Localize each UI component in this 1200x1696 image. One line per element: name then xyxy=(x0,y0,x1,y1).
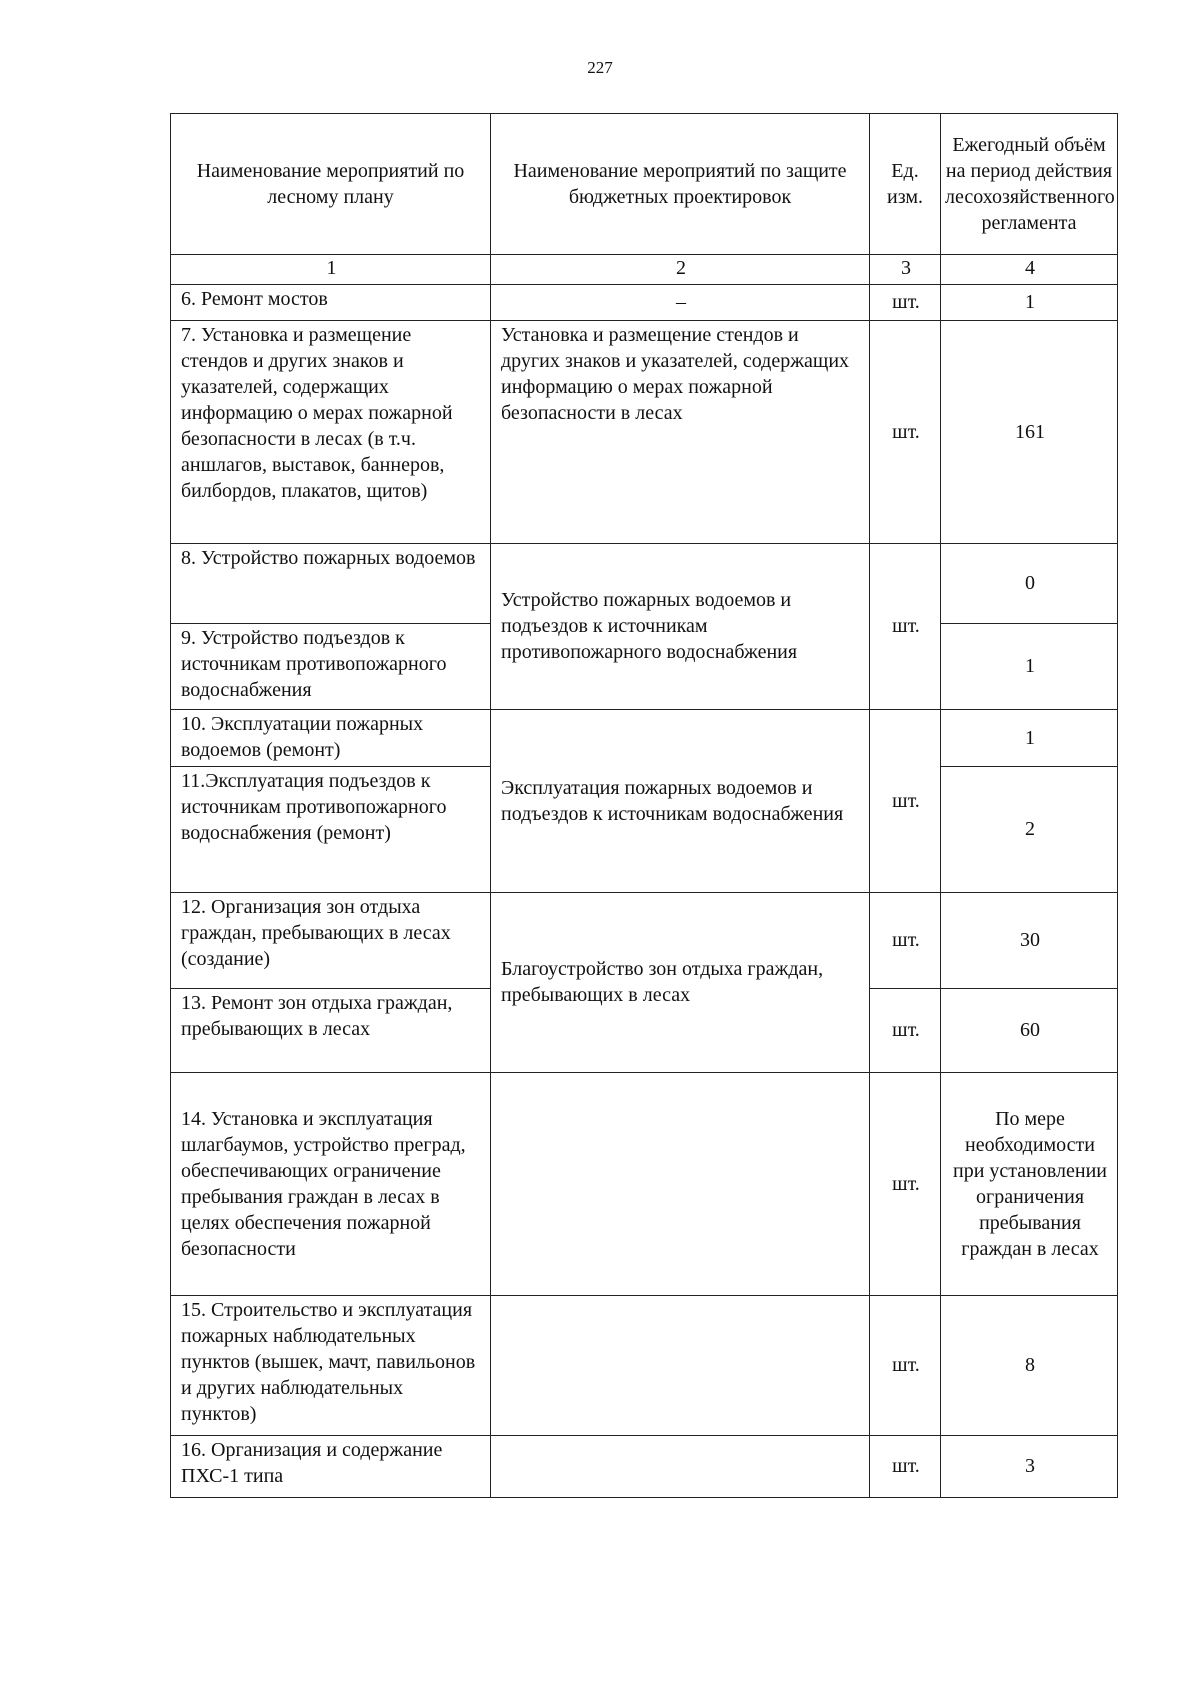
measure-name: 14. Установка и эксплуатация шлагбаумов, устройство преград, обеспечивающих ограничение пребывания граждан в лесах в целях обеспечения пожарной безопасности xyxy=(171,1073,491,1296)
measure-name: 12. Организация зон отдыха граждан, пребывающих в лесах (создание) xyxy=(171,893,491,989)
measure-name: 6. Ремонт мостов xyxy=(171,285,491,321)
annual-volume: 1 xyxy=(941,285,1118,321)
annual-volume: 2 xyxy=(941,767,1118,893)
annual-volume: 60 xyxy=(941,989,1118,1073)
unit-cell: шт. xyxy=(870,893,941,989)
budget-measure: Благоустройство зон отдыха граждан, пребывающих в лесах xyxy=(491,893,870,1073)
unit-cell: шт. xyxy=(870,1296,941,1436)
header-col2: Наименование мероприятий по защите бюджетных проектировок xyxy=(491,114,870,255)
budget-measure: Установка и размещение стендов и других знаков и указателей, содержащих информацию о мерах пожарной безопасности в лесах xyxy=(491,321,870,544)
budget-measure xyxy=(491,1296,870,1436)
unit-cell: шт. xyxy=(870,544,941,710)
unit-cell: шт. xyxy=(870,321,941,544)
column-number-row xyxy=(171,255,1118,285)
budget-measure: Устройство пожарных водоемов и подъездов к источникам противопожарного водоснабжения xyxy=(491,544,870,710)
annual-volume: 1 xyxy=(941,624,1118,710)
measure-name: 15. Строительство и эксплуатация пожарных наблюдательных пунктов (вышек, мачт, павильонов и других наблюдательных пунктов) xyxy=(171,1296,491,1436)
budget-measure: – xyxy=(491,285,870,321)
unit-cell: шт. xyxy=(870,710,941,893)
table-row xyxy=(171,1436,1118,1498)
column-number: 4 xyxy=(941,255,1118,285)
table-row xyxy=(171,285,1118,321)
budget-measure xyxy=(491,1073,870,1296)
annual-volume: По мере необходимости при установлении ограничения пребывания граждан в лесах xyxy=(941,1073,1118,1296)
forest-plan-table xyxy=(170,113,1118,1498)
annual-volume: 3 xyxy=(941,1436,1118,1498)
column-number: 1 xyxy=(171,255,491,285)
header-col3: Ед. изм. xyxy=(870,114,941,255)
column-number: 2 xyxy=(491,255,870,285)
budget-measure: Эксплуатация пожарных водоемов и подъездов к источникам водоснабжения xyxy=(491,710,870,893)
measure-name: 7. Установка и размещение стендов и других знаков и указателей, содержащих информацию о мерах пожарной безопасности в лесах (в т.ч. аншлагов, выставок, баннеров, билбордов, плакатов, щитов) xyxy=(171,321,491,544)
measure-name: 10. Эксплуатации пожарных водоемов (ремонт) xyxy=(171,710,491,767)
unit-cell: шт. xyxy=(870,1436,941,1498)
measure-name: 8. Устройство пожарных водоемов xyxy=(171,544,491,624)
table-header-row xyxy=(171,114,1118,255)
unit-cell: шт. xyxy=(870,989,941,1073)
annual-volume: 30 xyxy=(941,893,1118,989)
measure-name: 9. Устройство подъездов к источникам противопожарного водоснабжения xyxy=(171,624,491,710)
table-row xyxy=(171,1073,1118,1296)
annual-volume: 161 xyxy=(941,321,1118,544)
unit-cell: шт. xyxy=(870,285,941,321)
annual-volume: 8 xyxy=(941,1296,1118,1436)
table-row xyxy=(171,321,1118,544)
table-row xyxy=(171,893,1118,989)
unit-cell: шт. xyxy=(870,1073,941,1296)
measure-name: 16. Организация и содержание ПХС-1 типа xyxy=(171,1436,491,1498)
table-row xyxy=(171,1296,1118,1436)
measure-name: 11.Эксплуатация подъездов к источникам противопожарного водоснабжения (ремонт) xyxy=(171,767,491,893)
annual-volume: 0 xyxy=(941,544,1118,624)
budget-measure xyxy=(491,1436,870,1498)
table-row xyxy=(171,544,1118,624)
measure-name: 13. Ремонт зон отдыха граждан, пребывающих в лесах xyxy=(171,989,491,1073)
header-col4: Ежегодный объём на период действия лесохозяйственного регламента xyxy=(941,114,1118,255)
header-col1: Наименование мероприятий по лесному плану xyxy=(171,114,491,255)
column-number: 3 xyxy=(870,255,941,285)
page-number: 227 xyxy=(587,58,613,77)
annual-volume: 1 xyxy=(941,710,1118,767)
table-row xyxy=(171,710,1118,767)
